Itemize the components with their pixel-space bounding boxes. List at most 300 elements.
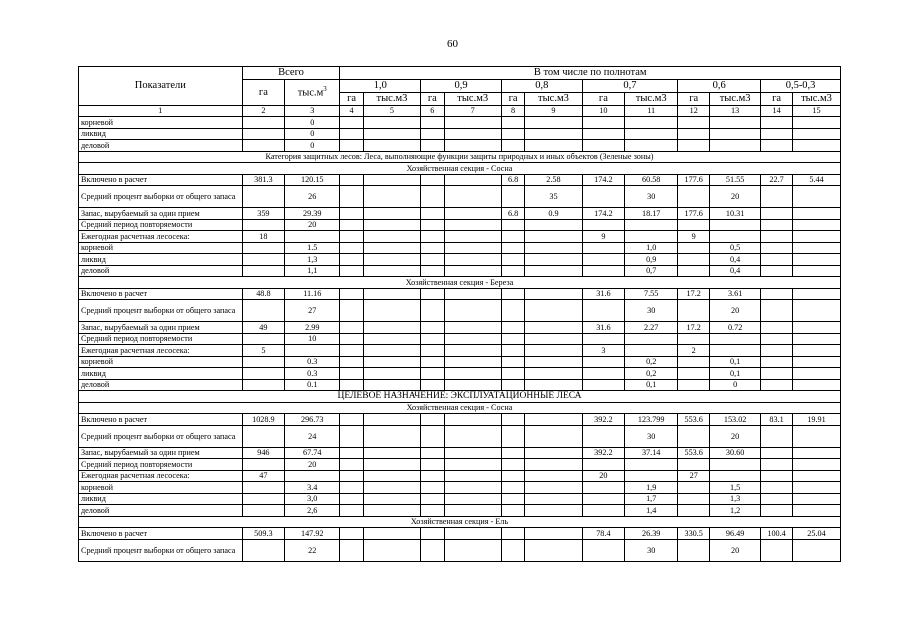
- table-cell: [793, 288, 841, 300]
- table-cell: [793, 231, 841, 243]
- table-cell: [444, 219, 501, 231]
- row-label: Включено в расчет: [79, 174, 243, 186]
- table-cell: 174.2: [582, 174, 625, 186]
- table-cell: [363, 254, 420, 266]
- header-thous: тыс.м3: [525, 92, 582, 105]
- table-cell: [421, 300, 444, 322]
- table-cell: [285, 231, 340, 243]
- table-cell: 26.39: [625, 528, 678, 540]
- column-number: 10: [582, 105, 625, 117]
- table-cell: [421, 288, 444, 300]
- table-cell: [444, 242, 501, 254]
- table-row: [79, 128, 841, 140]
- table-body: [79, 117, 841, 562]
- table-cell: [242, 300, 285, 322]
- row-label: Запас, вырубаемый за один прием: [79, 447, 243, 459]
- row-label: Средний процент выборки от общего запаса: [79, 425, 243, 447]
- table-cell: [793, 425, 841, 447]
- table-cell: [340, 140, 363, 152]
- table-cell: [678, 356, 710, 368]
- section-title: Категория защитных лесов: Леса, выполняющие функции защиты природных и иных объектов (Зеленые зоны): [79, 151, 841, 163]
- section-title: ЦЕЛЕВОЕ НАЗНАЧЕНИЕ: ЭКСПЛУАТАЦИОННЫЕ ЛЕСА: [79, 391, 841, 403]
- table-cell: 0,9: [625, 254, 678, 266]
- table-cell: [793, 322, 841, 334]
- table-cell: [525, 254, 582, 266]
- table-row: [79, 493, 841, 505]
- table-cell: [761, 219, 793, 231]
- column-number: 12: [678, 105, 710, 117]
- column-number: 5: [363, 105, 420, 117]
- header-thous: тыс.м3: [444, 92, 501, 105]
- table-cell: [363, 447, 420, 459]
- table-cell: [793, 254, 841, 266]
- table-cell: 6.8: [501, 208, 524, 220]
- table-cell: 359: [242, 208, 285, 220]
- table-cell: [678, 368, 710, 380]
- table-cell: 3.4: [285, 482, 340, 494]
- table-cell: [363, 493, 420, 505]
- table-cell: [444, 300, 501, 322]
- table-cell: [582, 368, 625, 380]
- table-cell: 2.58: [525, 174, 582, 186]
- table-cell: [421, 505, 444, 517]
- table-cell: [242, 493, 285, 505]
- table-row: [79, 219, 841, 231]
- table-cell: 6.8: [501, 174, 524, 186]
- header-ha: га: [582, 92, 625, 105]
- table-cell: [761, 140, 793, 152]
- table-cell: [678, 254, 710, 266]
- table-cell: 7.55: [625, 288, 678, 300]
- table-cell: [444, 333, 501, 345]
- table-cell: [340, 447, 363, 459]
- table-cell: [501, 414, 524, 426]
- table-cell: [340, 356, 363, 368]
- header-ha: га: [340, 92, 363, 105]
- table-cell: [793, 208, 841, 220]
- table-cell: 5: [242, 345, 285, 357]
- table-cell: 2.27: [625, 322, 678, 334]
- table-cell: [525, 368, 582, 380]
- table-cell: [421, 356, 444, 368]
- table-cell: 30: [625, 300, 678, 322]
- table-cell: [421, 493, 444, 505]
- table-cell: [340, 425, 363, 447]
- table-row: [79, 174, 841, 186]
- header-ha: га: [421, 92, 444, 105]
- table-row: [79, 356, 841, 368]
- table-cell: [793, 447, 841, 459]
- header-thous: тыс.м3: [793, 92, 841, 105]
- section-title: Хозяйственная секция - Ель: [79, 516, 841, 528]
- table-row: [79, 265, 841, 277]
- table-cell: 20: [710, 539, 761, 561]
- table-cell: 19.91: [793, 414, 841, 426]
- table-cell: [444, 493, 501, 505]
- forest-table: [78, 66, 841, 562]
- table-cell: 26: [285, 186, 340, 208]
- table-cell: [501, 447, 524, 459]
- table-cell: [710, 333, 761, 345]
- table-cell: [421, 333, 444, 345]
- header-indicators: Показатели: [79, 67, 243, 106]
- table-cell: [501, 265, 524, 277]
- table-cell: [242, 186, 285, 208]
- header-thous: тыс.м3: [710, 92, 761, 105]
- header-ha: га: [761, 92, 793, 105]
- table-cell: 17.2: [678, 288, 710, 300]
- table-cell: [444, 356, 501, 368]
- table-row: [79, 231, 841, 243]
- table-cell: 3: [582, 345, 625, 357]
- table-cell: [678, 425, 710, 447]
- table-cell: [793, 242, 841, 254]
- table-cell: [678, 128, 710, 140]
- table-cell: 10: [285, 333, 340, 345]
- table-cell: 48.8: [242, 288, 285, 300]
- table-cell: 381.3: [242, 174, 285, 186]
- table-cell: [242, 219, 285, 231]
- table-cell: 22: [285, 539, 340, 561]
- table-cell: [793, 470, 841, 482]
- table-cell: [710, 345, 761, 357]
- table-row: [79, 379, 841, 391]
- section-row: [79, 277, 841, 289]
- table-cell: [761, 231, 793, 243]
- table-cell: [444, 539, 501, 561]
- table-cell: [444, 447, 501, 459]
- table-cell: [421, 231, 444, 243]
- table-row: [79, 505, 841, 517]
- table-cell: [340, 254, 363, 266]
- table-cell: [363, 140, 420, 152]
- table-cell: [340, 208, 363, 220]
- table-cell: [340, 117, 363, 129]
- header-ha: га: [678, 92, 710, 105]
- table-cell: [242, 333, 285, 345]
- table-cell: [525, 539, 582, 561]
- table-cell: [582, 379, 625, 391]
- table-cell: [582, 219, 625, 231]
- table-cell: [582, 459, 625, 471]
- table-cell: 96.49: [710, 528, 761, 540]
- table-cell: [710, 140, 761, 152]
- column-number: 13: [710, 105, 761, 117]
- table-cell: 10.31: [710, 208, 761, 220]
- table-cell: [363, 505, 420, 517]
- table-cell: [582, 186, 625, 208]
- table-cell: [793, 505, 841, 517]
- row-label: Средний процент выборки от общего запаса: [79, 539, 243, 561]
- table-cell: [793, 368, 841, 380]
- table-cell: [340, 186, 363, 208]
- header-total: Всего: [242, 67, 340, 80]
- table-cell: [501, 128, 524, 140]
- table-cell: [678, 333, 710, 345]
- column-number: 1: [79, 105, 243, 117]
- table-row: [79, 117, 841, 129]
- table-cell: [444, 254, 501, 266]
- table-cell: [761, 265, 793, 277]
- table-cell: [363, 539, 420, 561]
- table-row: [79, 470, 841, 482]
- table-cell: [793, 140, 841, 152]
- table-cell: [242, 482, 285, 494]
- table-cell: [421, 254, 444, 266]
- table-cell: 0.1: [285, 379, 340, 391]
- row-label: корневой: [79, 117, 243, 129]
- section-row: [79, 163, 841, 175]
- table-cell: [761, 539, 793, 561]
- row-label: корневой: [79, 482, 243, 494]
- table-cell: [761, 208, 793, 220]
- row-label: ликвид: [79, 493, 243, 505]
- column-number: 3: [285, 105, 340, 117]
- table-cell: [525, 528, 582, 540]
- table-cell: 51.55: [710, 174, 761, 186]
- table-cell: 3.61: [710, 288, 761, 300]
- table-cell: 177.6: [678, 208, 710, 220]
- table-cell: 946: [242, 447, 285, 459]
- table-cell: 0,1: [710, 356, 761, 368]
- table-cell: [525, 219, 582, 231]
- table-row: [79, 242, 841, 254]
- table-cell: [582, 539, 625, 561]
- table-cell: [582, 333, 625, 345]
- table-cell: [710, 117, 761, 129]
- table-cell: [363, 333, 420, 345]
- table-cell: 17.2: [678, 322, 710, 334]
- table-cell: 0.9: [525, 208, 582, 220]
- table-cell: [363, 368, 420, 380]
- column-number: 9: [525, 105, 582, 117]
- table-cell: [363, 265, 420, 277]
- table-cell: [421, 528, 444, 540]
- table-cell: 9: [582, 231, 625, 243]
- row-label: деловой: [79, 265, 243, 277]
- table-cell: 553.6: [678, 414, 710, 426]
- table-cell: 1.5: [285, 242, 340, 254]
- table-cell: [582, 140, 625, 152]
- table-cell: [501, 333, 524, 345]
- table-cell: [501, 356, 524, 368]
- table-cell: [242, 117, 285, 129]
- table-row: [79, 539, 841, 561]
- table-cell: [363, 379, 420, 391]
- table-cell: [340, 219, 363, 231]
- table-cell: [761, 186, 793, 208]
- table-cell: [761, 493, 793, 505]
- table-cell: 177.6: [678, 174, 710, 186]
- header-total-thous: $тыс.м^3$: [285, 80, 340, 106]
- table-cell: 5.44: [793, 174, 841, 186]
- table-row: [79, 300, 841, 322]
- table-cell: [501, 186, 524, 208]
- table-cell: [525, 345, 582, 357]
- table-cell: [340, 482, 363, 494]
- table-cell: [525, 425, 582, 447]
- table-cell: 27: [678, 470, 710, 482]
- table-cell: 30.60: [710, 447, 761, 459]
- table-cell: [444, 322, 501, 334]
- table-cell: 0,4: [710, 254, 761, 266]
- row-label: ликвид: [79, 254, 243, 266]
- table-cell: 0: [285, 117, 340, 129]
- table-cell: 0,5: [710, 242, 761, 254]
- table-cell: [444, 505, 501, 517]
- table-cell: [525, 356, 582, 368]
- table-cell: [582, 356, 625, 368]
- table-cell: 174.2: [582, 208, 625, 220]
- column-number: 7: [444, 105, 501, 117]
- table-cell: [625, 219, 678, 231]
- table-cell: [678, 186, 710, 208]
- table-cell: [678, 459, 710, 471]
- table-cell: [501, 242, 524, 254]
- table-row: [79, 414, 841, 426]
- table-cell: 1,1: [285, 265, 340, 277]
- column-number: 2: [242, 105, 285, 117]
- table-cell: [444, 414, 501, 426]
- table-cell: [525, 379, 582, 391]
- table-cell: 22.7: [761, 174, 793, 186]
- header-density: 0,5-0,3: [761, 80, 841, 93]
- row-label: деловой: [79, 379, 243, 391]
- table-cell: 0: [285, 140, 340, 152]
- table-cell: [340, 470, 363, 482]
- table-cell: 0.3: [285, 356, 340, 368]
- table-cell: [625, 459, 678, 471]
- table-cell: 24: [285, 425, 340, 447]
- table-cell: [340, 505, 363, 517]
- table-cell: [242, 128, 285, 140]
- table-cell: [363, 242, 420, 254]
- table-cell: 509.3: [242, 528, 285, 540]
- table-cell: 30: [625, 539, 678, 561]
- table-cell: 31.6: [582, 288, 625, 300]
- table-cell: 1,3: [710, 493, 761, 505]
- table-cell: [340, 528, 363, 540]
- table-cell: [501, 379, 524, 391]
- table-cell: [421, 345, 444, 357]
- table-cell: [421, 425, 444, 447]
- section-title: Хозяйственная секция - Сосна: [79, 163, 841, 175]
- table-cell: 67.74: [285, 447, 340, 459]
- table-cell: [678, 482, 710, 494]
- table-cell: [761, 470, 793, 482]
- row-label: Средний процент выборки от общего запаса: [79, 300, 243, 322]
- row-label: Средний период повторяемости: [79, 219, 243, 231]
- table-cell: [761, 447, 793, 459]
- table-cell: [363, 288, 420, 300]
- table-cell: [761, 505, 793, 517]
- table-cell: [242, 265, 285, 277]
- table-row: [79, 288, 841, 300]
- table-cell: [582, 505, 625, 517]
- row-label: корневой: [79, 356, 243, 368]
- table-cell: 47: [242, 470, 285, 482]
- table-cell: 30: [625, 425, 678, 447]
- table-cell: [363, 459, 420, 471]
- table-cell: 83.1: [761, 414, 793, 426]
- table-cell: [582, 300, 625, 322]
- table-cell: [525, 288, 582, 300]
- table-cell: [421, 470, 444, 482]
- table-cell: [525, 459, 582, 471]
- table-cell: [625, 470, 678, 482]
- table-cell: [625, 140, 678, 152]
- header-thous: тыс.м3: [363, 92, 420, 105]
- table-cell: [761, 322, 793, 334]
- table-cell: [340, 333, 363, 345]
- column-number: 6: [421, 105, 444, 117]
- table-cell: 3,0: [285, 493, 340, 505]
- column-number: 11: [625, 105, 678, 117]
- table-cell: [501, 505, 524, 517]
- table-cell: [363, 128, 420, 140]
- table-cell: [710, 470, 761, 482]
- table-cell: [421, 219, 444, 231]
- table-cell: [582, 254, 625, 266]
- table-cell: [525, 300, 582, 322]
- table-cell: [444, 379, 501, 391]
- header-thous: тыс.м3: [625, 92, 678, 105]
- table-row: [79, 322, 841, 334]
- table-cell: [501, 425, 524, 447]
- table-cell: [793, 300, 841, 322]
- table-cell: 553.6: [678, 447, 710, 459]
- table-cell: 2: [678, 345, 710, 357]
- table-cell: 30: [625, 186, 678, 208]
- table-cell: [761, 379, 793, 391]
- table-cell: 20: [582, 470, 625, 482]
- section-row: [79, 516, 841, 528]
- table-cell: 27: [285, 300, 340, 322]
- table-cell: 1,3: [285, 254, 340, 266]
- row-label: Средний период повторяемости: [79, 333, 243, 345]
- table-cell: [340, 322, 363, 334]
- table-cell: [761, 254, 793, 266]
- section-title: Хозяйственная секция - Береза: [79, 277, 841, 289]
- table-cell: [582, 242, 625, 254]
- table-cell: [501, 368, 524, 380]
- table-cell: [363, 186, 420, 208]
- table-cell: [363, 345, 420, 357]
- table-cell: [501, 117, 524, 129]
- table-cell: [421, 539, 444, 561]
- table-cell: 20: [285, 219, 340, 231]
- table-cell: [285, 345, 340, 357]
- table-row: [79, 186, 841, 208]
- table-cell: [444, 186, 501, 208]
- table-cell: 18: [242, 231, 285, 243]
- column-number: 4: [340, 105, 363, 117]
- table-cell: 11.16: [285, 288, 340, 300]
- table-cell: [242, 368, 285, 380]
- table-cell: [363, 174, 420, 186]
- table-cell: 0,4: [710, 265, 761, 277]
- table-cell: [421, 447, 444, 459]
- table-cell: [340, 174, 363, 186]
- table-cell: 2,6: [285, 505, 340, 517]
- table-cell: [678, 140, 710, 152]
- table-row: [79, 254, 841, 266]
- table-cell: 31.6: [582, 322, 625, 334]
- table-cell: 392.2: [582, 414, 625, 426]
- column-number: 14: [761, 105, 793, 117]
- table-cell: 78.4: [582, 528, 625, 540]
- table-cell: [525, 482, 582, 494]
